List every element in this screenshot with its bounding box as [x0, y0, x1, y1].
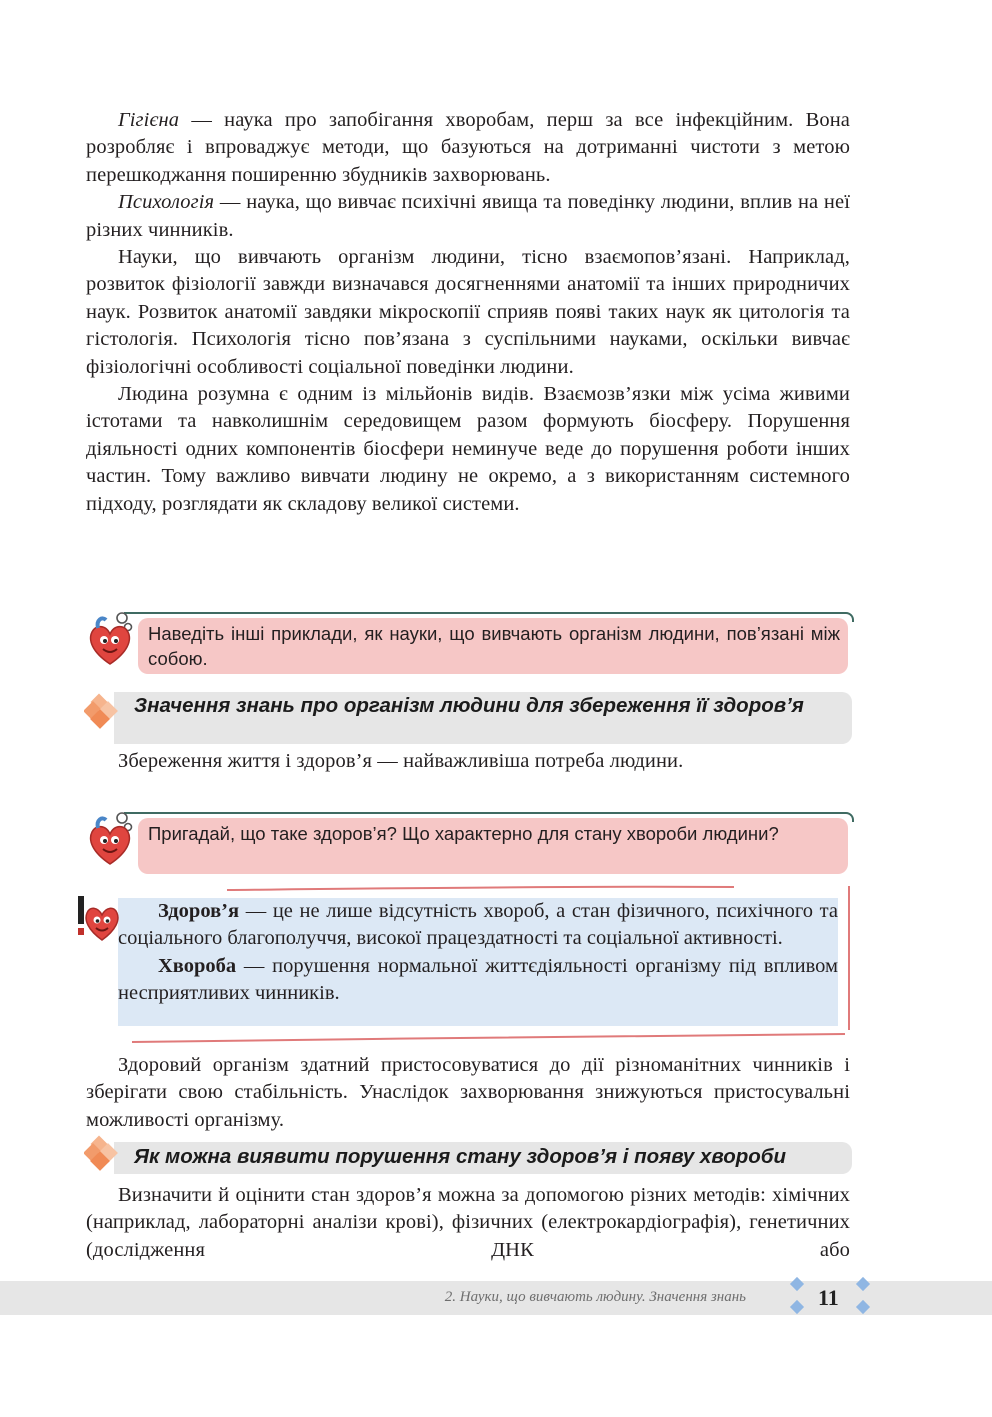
- footer-diamond-icon: [790, 1300, 804, 1314]
- definition-text: [118, 898, 838, 1008]
- question-callout-1: [84, 612, 854, 674]
- paragraph-sciences: Науки, що вивчають організм людини, тісно взаємопов’язані. Наприклад, розвиток фізіології завжди визначався досягненнями анатомії та інших природничих наук. Розвиток анатомії завдяки мікроскопії сприяв появі таких наук як цитологія та гістологія. Психологія тісно пов’язана з суспільними науками, оскільки вивчає фізіологічні особливості соціальної поведінки людини.: [86, 246, 850, 378]
- question-callout-2: [84, 812, 854, 874]
- orange-diamonds-icon: [84, 692, 132, 740]
- heading-title: Значення знань про організм людини для збереження її здоров’я: [134, 694, 804, 717]
- footer-diamond-icon: [856, 1300, 870, 1314]
- footer-diamond-icon: [790, 1277, 804, 1291]
- heart-mascot-gears-icon: [84, 608, 136, 670]
- heart-mascot-gears-icon: [84, 808, 136, 870]
- paragraph-methods: Визначити й оцінити стан здоров’я можна за допомогою різних методів: хімічних (наприклад, лабораторні аналізи крові), фізичних (електрокардіографія), генетичних (дослідження ДНК або: [86, 1184, 850, 1261]
- heart-mascot-exclamation-icon: [72, 888, 120, 944]
- paragraph-hygiene: Гігієна — наука про запобігання хворобам, перш за все інфекційним. Вона розробляє і впроваджує методи, що базуються на дотриманні чистоти з метою перешкоджання поширенню збудників захворювань.: [86, 109, 850, 186]
- definition-disease: Хвороба — порушення нормальної життєдіяльності організму під впливом несприятливих чинників.: [118, 954, 838, 1005]
- body-text-top: [86, 107, 850, 518]
- callout-text: Пригадай, що таке здоров’я? Що характерно для стану хвороби людини?: [148, 823, 779, 844]
- page-footer: [0, 1281, 992, 1315]
- paragraph-psychology: Психологія — наука, що вивчає психічні явища та поведінку людини, вплив на неї різних чинників.: [86, 191, 850, 241]
- callout-text: Наведіть інші приклади, як науки, що вивчають організм людини, пов’язані між собою.: [148, 623, 840, 669]
- paragraph-biosphere: Людина розумна є одним із мільйонів видів. Взаємозв’язки між усіма живими істотами та навколишнім середовищем разом формують біосферу. Порушення діяльності одних компонентів біосфери неминуче веде до порушення роботи інших частин. Тому важливо вивчати людину не окремо, а з використанням системного підходу, розглядати як складову великої системи.: [86, 383, 850, 515]
- footer-diamond-icon: [856, 1277, 870, 1291]
- heading-title: Як можна виявити порушення стану здоров’я і появу хвороби: [134, 1145, 786, 1168]
- page-number: 11: [818, 1285, 839, 1310]
- definition-block: [72, 884, 862, 1050]
- footer-chapter-title: 2. Науки, що вивчають людину. Значення знань: [444, 1289, 746, 1305]
- definition-health: Здоров’я — це не лише відсутність хвороб, а стан фізичного, психічного та соціального благополуччя, високої працездатності та соціальної активності.: [118, 900, 838, 950]
- orange-diamonds-icon: [84, 1134, 132, 1182]
- section-heading-importance: [84, 692, 852, 744]
- body-text-methods: [86, 1182, 850, 1264]
- body-text-adapt: [86, 1052, 850, 1134]
- section-heading-detection: [84, 1140, 852, 1176]
- body-text-health: [86, 748, 850, 775]
- paragraph-health: Збереження життя і здоров’я — найважливіша потреба людини.: [118, 750, 684, 772]
- paragraph-adapt: Здоровий організм здатний пристосовуватися до дії різноманітних чинників і зберігати свою стабільність. Унаслідок захворювання знижуються пристосувальні можливості організму.: [86, 1054, 850, 1131]
